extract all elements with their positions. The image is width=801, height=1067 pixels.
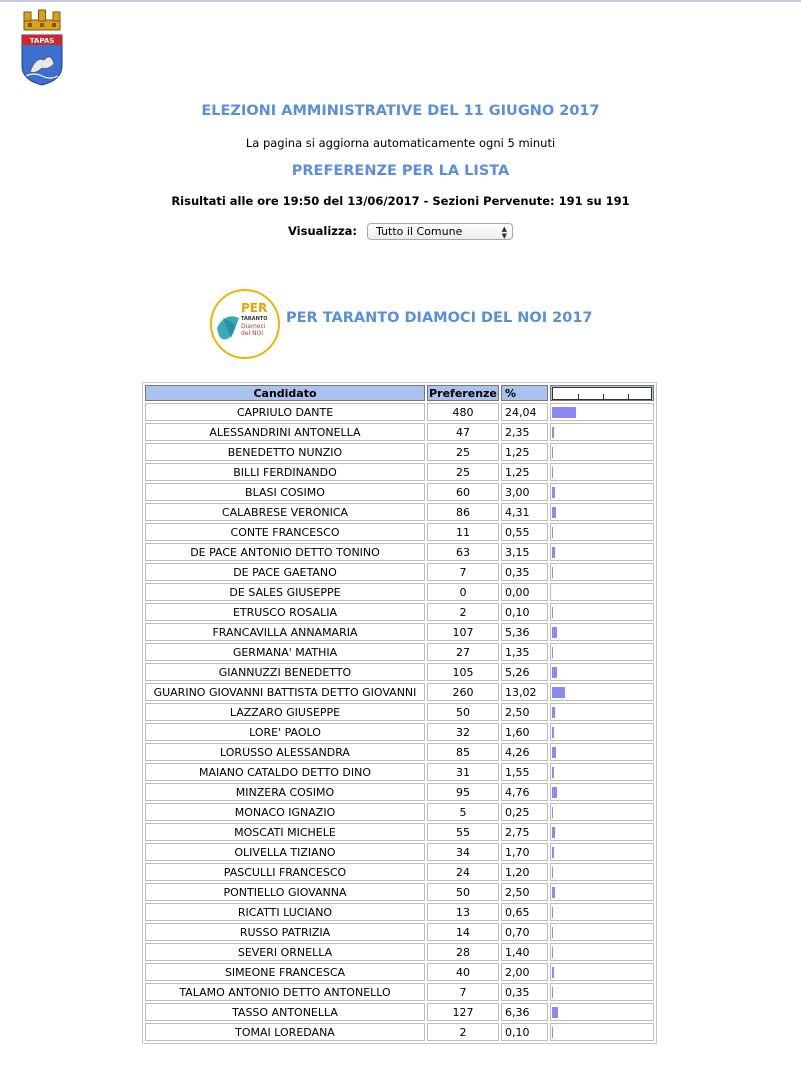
preference-count: 2 (427, 603, 499, 621)
preferences-table (142, 382, 657, 1044)
preference-percent: 0,55 (501, 523, 548, 541)
candidate-name: ETRUSCO ROSALIA (145, 603, 425, 621)
percent-bar-cell (550, 483, 654, 501)
table-row (145, 583, 654, 601)
percent-bar-cell (550, 1023, 654, 1041)
percent-bar-cell (550, 583, 654, 601)
table-row (145, 403, 654, 421)
table-row (145, 803, 654, 821)
preference-count: 85 (427, 743, 499, 761)
candidate-name: BILLI FERDINANDO (145, 463, 425, 481)
preference-percent: 2,50 (501, 703, 548, 721)
preference-percent: 1,25 (501, 463, 548, 481)
candidate-name: RUSSO PATRIZIA (145, 923, 425, 941)
table-row (145, 623, 654, 641)
table-header-row (145, 385, 654, 401)
candidate-name: ALESSANDRINI ANTONELLA (145, 423, 425, 441)
preference-count: 50 (427, 703, 499, 721)
candidate-name: OLIVELLA TIZIANO (145, 843, 425, 861)
percent-bar-cell (550, 423, 654, 441)
percent-bar-cell (550, 463, 654, 481)
preference-count: 25 (427, 463, 499, 481)
candidate-name: PASCULLI FRANCESCO (145, 863, 425, 881)
table-row (145, 503, 654, 521)
table-row (145, 563, 654, 581)
preference-percent: 0,25 (501, 803, 548, 821)
percent-bar-cell (550, 783, 654, 801)
percent-bar (552, 767, 554, 778)
table-row (145, 443, 654, 461)
header-scale (550, 385, 654, 401)
candidate-name: LORE' PAOLO (145, 723, 425, 741)
logo-text-delnoi: del NOI (241, 330, 264, 337)
percent-bar-cell (550, 943, 654, 961)
percent-bar-cell (550, 523, 654, 541)
percent-bar-cell (550, 963, 654, 981)
preference-count: 13 (427, 903, 499, 921)
preference-count: 28 (427, 943, 499, 961)
percent-bar-cell (550, 723, 654, 741)
preference-count: 2 (427, 1023, 499, 1041)
table-row (145, 663, 654, 681)
candidate-name: BLASI COSIMO (145, 483, 425, 501)
preference-count: 63 (427, 543, 499, 561)
page-title: ELEZIONI AMMINISTRATIVE DEL 11 GIUGNO 2017 (201, 103, 600, 119)
table-row (145, 923, 654, 941)
percent-bar (552, 987, 553, 998)
percent-bar (552, 667, 557, 678)
candidate-name: SEVERI ORNELLA (145, 943, 425, 961)
table-row (145, 823, 654, 841)
preference-percent: 1,20 (501, 863, 548, 881)
preference-count: 107 (427, 623, 499, 641)
preference-percent: 4,26 (501, 743, 548, 761)
preference-percent: 2,35 (501, 423, 548, 441)
preference-percent: 1,60 (501, 723, 548, 741)
preference-count: 60 (427, 483, 499, 501)
percent-bar-cell (550, 823, 654, 841)
table-row (145, 483, 654, 501)
preference-percent: 0,70 (501, 923, 548, 941)
preference-count: 31 (427, 763, 499, 781)
preference-count: 86 (427, 503, 499, 521)
candidate-name: RICATTI LUCIANO (145, 903, 425, 921)
percent-bar (552, 847, 554, 858)
table-row (145, 603, 654, 621)
percent-bar (552, 427, 554, 438)
preference-count: 40 (427, 963, 499, 981)
percent-bar-cell (550, 883, 654, 901)
preference-percent: 1,55 (501, 763, 548, 781)
header-preferences: Preferenze (427, 385, 499, 401)
preference-percent: 5,36 (501, 623, 548, 641)
view-label: Visualizza: (287, 224, 358, 238)
preference-percent: 1,25 (501, 443, 548, 461)
percent-bar-cell (550, 623, 654, 641)
preference-count: 32 (427, 723, 499, 741)
preference-count: 11 (427, 523, 499, 541)
percent-bar (552, 567, 553, 578)
table-row (145, 763, 654, 781)
preference-count: 47 (427, 423, 499, 441)
auto-refresh-note: La pagina si aggiorna automaticamente ogni 5 minuti (245, 136, 556, 150)
percent-bar (552, 807, 553, 818)
logo-text-per: PER (241, 301, 268, 315)
select-arrows-icon: ▲ ▼ (501, 225, 508, 240)
percent-bar (552, 407, 576, 418)
preference-percent: 3,00 (501, 483, 548, 501)
preference-percent: 6,36 (501, 1003, 548, 1021)
preference-count: 25 (427, 443, 499, 461)
table-row (145, 963, 654, 981)
preference-percent: 2,00 (501, 963, 548, 981)
preference-percent: 0,10 (501, 1023, 548, 1041)
candidate-name: MONACO IGNAZIO (145, 803, 425, 821)
preference-count: 14 (427, 923, 499, 941)
candidate-name: CONTE FRANCESCO (145, 523, 425, 541)
percent-bar-cell (550, 923, 654, 941)
header-candidate: Candidato (145, 385, 425, 401)
percent-bar (552, 967, 554, 978)
view-select-value: Tutto il Comune (376, 225, 463, 238)
table-row (145, 743, 654, 761)
header-percent: % (501, 385, 548, 401)
percent-bar-cell (550, 863, 654, 881)
percent-bar-cell (550, 563, 654, 581)
preference-percent: 0,35 (501, 983, 548, 1001)
preference-count: 7 (427, 563, 499, 581)
candidate-name: DE PACE GAETANO (145, 563, 425, 581)
percent-bar (552, 1007, 558, 1018)
table-row (145, 423, 654, 441)
table-row (145, 843, 654, 861)
candidate-name: SIMEONE FRANCESCA (145, 963, 425, 981)
candidate-name: BENEDETTO NUNZIO (145, 443, 425, 461)
candidate-name: FRANCAVILLA ANNAMARIA (145, 623, 425, 641)
preference-count: 127 (427, 1003, 499, 1021)
preference-count: 7 (427, 983, 499, 1001)
table-row (145, 1003, 654, 1021)
percent-bar (552, 787, 557, 798)
preference-percent: 1,35 (501, 643, 548, 661)
percent-scale (552, 387, 652, 400)
percent-bar-cell (550, 683, 654, 701)
percent-bar-cell (550, 543, 654, 561)
percent-bar (552, 827, 555, 838)
preference-count: 34 (427, 843, 499, 861)
candidate-name: GERMANA' MATHIA (145, 643, 425, 661)
candidate-name: MOSCATI MICHELE (145, 823, 425, 841)
candidate-name: TASSO ANTONELLA (145, 1003, 425, 1021)
percent-bar-cell (550, 763, 654, 781)
percent-bar (552, 907, 553, 918)
table-row (145, 783, 654, 801)
percent-bar (552, 747, 556, 758)
percent-bar (552, 527, 553, 538)
percent-bar (552, 627, 557, 638)
percent-bar (552, 927, 553, 938)
table-row (145, 523, 654, 541)
percent-bar (552, 447, 553, 458)
table-row (145, 1023, 654, 1041)
crest-text: TAPAS (29, 37, 55, 45)
candidate-name: MAIANO CATALDO DETTO DINO (145, 763, 425, 781)
percent-bar (552, 887, 555, 898)
percent-bar-cell (550, 843, 654, 861)
preference-count: 0 (427, 583, 499, 601)
preference-percent: 2,50 (501, 883, 548, 901)
percent-bar-cell (550, 903, 654, 921)
percent-bar (552, 867, 553, 878)
percent-bar-cell (550, 603, 654, 621)
table-row (145, 863, 654, 881)
percent-bar-cell (550, 403, 654, 421)
logo-text-taranto: TARANTO (241, 316, 268, 322)
preference-percent: 1,40 (501, 943, 548, 961)
percent-bar (552, 607, 553, 618)
table-row (145, 543, 654, 561)
preference-count: 480 (427, 403, 499, 421)
candidate-name: TOMAI LOREDANA (145, 1023, 425, 1041)
candidate-name: DE SALES GIUSEPPE (145, 583, 425, 601)
table-row (145, 943, 654, 961)
percent-bar (552, 687, 565, 698)
results-status: Risultati alle ore 19:50 del 13/06/2017 - Sezioni Pervenute: 191 su 191 (171, 194, 630, 208)
preference-count: 55 (427, 823, 499, 841)
preference-percent: 0,35 (501, 563, 548, 581)
preference-percent: 24,04 (501, 403, 548, 421)
percent-bar-cell (550, 743, 654, 761)
percent-bar-cell (550, 503, 654, 521)
candidate-name: LAZZARO GIUSEPPE (145, 703, 425, 721)
list-name: PER TARANTO DIAMOCI DEL NOI 2017 (286, 310, 593, 326)
candidate-name: GUARINO GIOVANNI BATTISTA DETTO GIOVANNI (145, 683, 425, 701)
preference-count: 24 (427, 863, 499, 881)
table-row (145, 643, 654, 661)
preference-count: 260 (427, 683, 499, 701)
preference-percent: 3,15 (501, 543, 548, 561)
preference-count: 105 (427, 663, 499, 681)
preference-count: 27 (427, 643, 499, 661)
percent-bar (552, 707, 555, 718)
preference-percent: 4,76 (501, 783, 548, 801)
candidate-name: PONTIELLO GIOVANNA (145, 883, 425, 901)
candidate-name: DE PACE ANTONIO DETTO TONINO (145, 543, 425, 561)
percent-bar-cell (550, 643, 654, 661)
percent-bar (552, 1027, 553, 1038)
candidate-name: MINZERA COSIMO (145, 783, 425, 801)
percent-bar (552, 947, 553, 958)
preference-percent: 2,75 (501, 823, 548, 841)
preference-count: 50 (427, 883, 499, 901)
table-row (145, 903, 654, 921)
percent-bar-cell (550, 663, 654, 681)
view-filter (0, 223, 801, 240)
table-row (145, 723, 654, 741)
preference-percent: 13,02 (501, 683, 548, 701)
preference-count: 5 (427, 803, 499, 821)
candidate-name: CAPRIULO DANTE (145, 403, 425, 421)
percent-bar (552, 487, 555, 498)
percent-bar (552, 727, 554, 738)
candidate-name: TALAMO ANTONIO DETTO ANTONELLO (145, 983, 425, 1001)
percent-bar (552, 507, 556, 518)
percent-bar-cell (550, 1003, 654, 1021)
page-subtitle: PREFERENZE PER LA LISTA (291, 163, 510, 179)
logo-text-diamoci: Diamoci (241, 323, 266, 330)
preference-percent: 0,10 (501, 603, 548, 621)
table-row (145, 683, 654, 701)
percent-bar-cell (550, 983, 654, 1001)
table-row (145, 883, 654, 901)
preference-percent: 1,70 (501, 843, 548, 861)
candidate-name: CALABRESE VERONICA (145, 503, 425, 521)
table-row (145, 983, 654, 1001)
percent-bar (552, 647, 553, 658)
percent-bar (552, 547, 555, 558)
percent-bar-cell (550, 703, 654, 721)
preference-percent: 0,00 (501, 583, 548, 601)
percent-bar (552, 467, 553, 478)
preference-count: 95 (427, 783, 499, 801)
table-row (145, 703, 654, 721)
preference-percent: 0,65 (501, 903, 548, 921)
candidate-name: GIANNUZZI BENEDETTO (145, 663, 425, 681)
preference-percent: 5,26 (501, 663, 548, 681)
view-select[interactable] (367, 223, 513, 240)
list-logo (209, 288, 281, 360)
candidate-name: LORUSSO ALESSANDRA (145, 743, 425, 761)
percent-bar-cell (550, 443, 654, 461)
table-row (145, 463, 654, 481)
city-crest-logo (18, 8, 66, 86)
preference-percent: 4,31 (501, 503, 548, 521)
percent-bar-cell (550, 803, 654, 821)
